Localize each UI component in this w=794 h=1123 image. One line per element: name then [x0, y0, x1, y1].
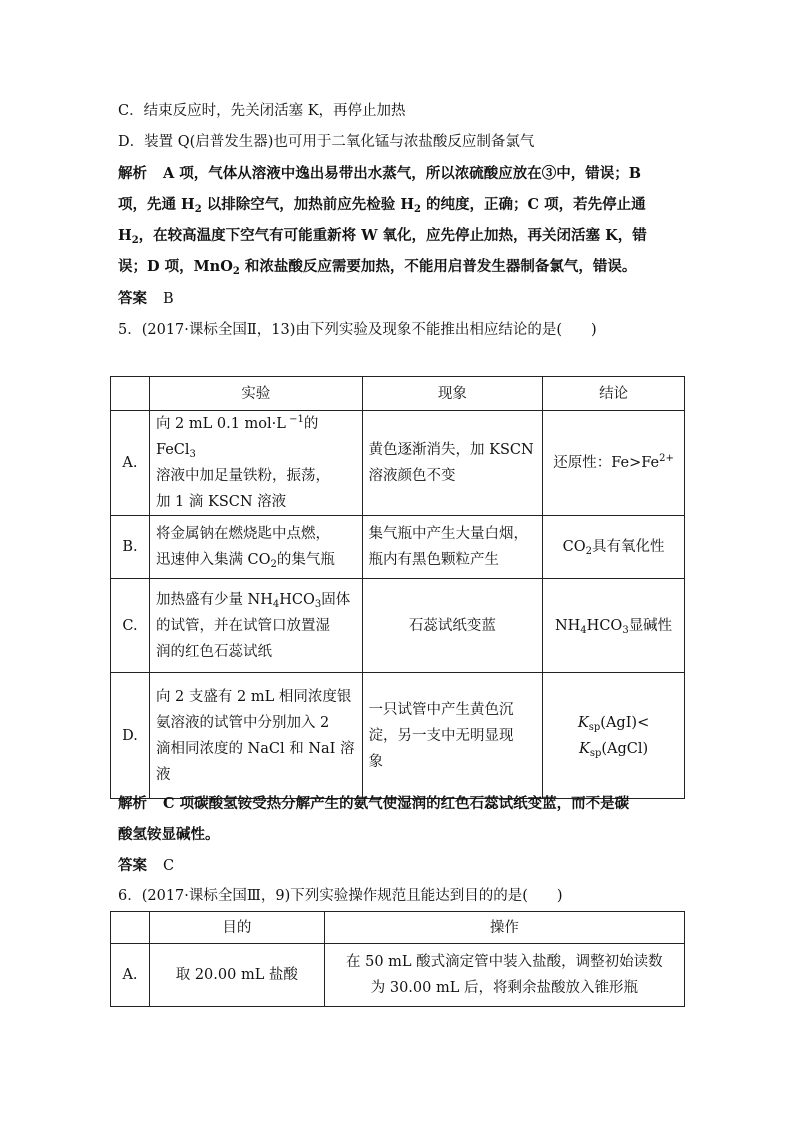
q5-table — [110, 376, 685, 799]
header-blank — [111, 912, 150, 944]
answer-label: 答案 — [118, 857, 147, 874]
experiment-cell: 向 2 mL 0.1 mol·L $^{-1}$的 FeCl$_3$ 溶液中加足量铁粉，振荡， 加 1 滴 KSCN 溶液 — [149, 411, 362, 516]
q4-analysis-line-2: 项，先通 $H_2$ 以排除空气，加热前应先检验 $H_2$ 的纯度，正确；C 项，若先停止通 — [118, 196, 646, 215]
experiment-cell: 加热盛有少量 $NH_4HCO_3$固体 的试管，并在试管口放置湿 润的红色石蕊试纸 — [149, 579, 362, 673]
header-conclusion: 结论 — [543, 377, 685, 411]
q4-answer — [118, 289, 174, 309]
operation-cell: 在 50 mL 酸式滴定管中装入盐酸，调整初始读数 为 30.00 mL 后，将剩余盐酸放入锥形瓶 — [324, 944, 684, 1007]
table-header-row — [111, 377, 685, 411]
table-row — [111, 516, 685, 579]
row-label: B. — [111, 516, 150, 579]
phenomenon-cell: 集气瓶中产生大量白烟， 瓶内有黑色颗粒产生 — [362, 516, 543, 579]
q5-answer — [118, 856, 174, 876]
q5-analysis-line-1: 解析 C 项碳酸氢铵受热分解产生的氨气使湿润的红色石蕊试纸变蓝，而不是碳 — [118, 795, 630, 812]
header-goal: 目的 — [149, 912, 324, 944]
conclusion-cell: 还原性：$Fe>Fe^{2+}$ — [543, 411, 685, 516]
table-row — [111, 673, 685, 799]
header-experiment: 实验 — [149, 377, 362, 411]
table-row — [111, 944, 685, 1007]
header-blank — [111, 377, 150, 411]
q4-analysis-line-3: $H_2$，在较高温度下空气有可能重新将 W 氧化，应先停止加热，再关闭活塞 K，错 — [118, 227, 647, 246]
q5-analysis-line-2: 酸氢铵显碱性。 — [118, 826, 220, 843]
phenomenon-cell: 黄色逐渐消失，加 KSCN 溶液颜色不变 — [362, 411, 543, 516]
table-header-row — [111, 912, 685, 944]
option-c: C．结束反应时，先关闭活塞 K，再停止加热 — [118, 103, 406, 119]
q4-analysis-line-1: 解析 A 项，气体从溶液中逸出易带出水蒸气，所以浓硫酸应放在③中，错误；B — [118, 165, 642, 182]
analysis-label: 解析 — [118, 795, 147, 812]
table-row — [111, 579, 685, 673]
row-label: A. — [111, 411, 150, 516]
option-d: D．装置 Q(启普发生器)也可用于二氧化锰与浓盐酸反应制备氯气 — [118, 134, 535, 150]
analysis-label: 解析 — [118, 165, 147, 182]
row-label: C. — [111, 579, 150, 673]
row-label: A. — [111, 944, 150, 1007]
q6-table — [110, 911, 685, 1007]
experiment-cell: 向 2 支盛有 2 mL 相同浓度银 氨溶液的试管中分别加入 2 滴相同浓度的 NaCl 和 NaI 溶 液 — [149, 673, 362, 799]
q6-stem: 6．(2017·课标全国Ⅲ，9)下列实验操作规范且能达到目的的是( ) — [118, 888, 563, 904]
q5-stem: 5．(2017·课标全国Ⅱ，13)由下列实验及现象不能推出相应结论的是( ) — [118, 322, 597, 338]
experiment-cell: 将金属钠在燃烧匙中点燃， 迅速伸入集满 $CO_2$的集气瓶 — [149, 516, 362, 579]
row-label: D. — [111, 673, 150, 799]
answer-value: C — [163, 858, 175, 874]
conclusion-cell: $CO_2$具有氧化性 — [543, 516, 685, 579]
phenomenon-cell: 一只试管中产生黄色沉 淀，另一支中无明显现 象 — [362, 673, 543, 799]
answer-value: B — [163, 291, 174, 307]
goal-cell: 取 20.00 mL 盐酸 — [149, 944, 324, 1007]
q4-analysis-line-4: 误；D 项，MnO$_2$ 和浓盐酸反应需要加热，不能用启普发生器制备氯气，错误。 — [118, 258, 637, 277]
phenomenon-cell: 石蕊试纸变蓝 — [362, 579, 543, 673]
table-row — [111, 411, 685, 516]
answer-label: 答案 — [118, 290, 147, 307]
header-operation: 操作 — [324, 912, 684, 944]
header-phenomenon: 现象 — [362, 377, 543, 411]
conclusion-cell: $K_{sp}(AgI)<$ $K_{sp}(AgCl)$ — [543, 673, 685, 799]
conclusion-cell: $NH_4HCO_3$显碱性 — [543, 579, 685, 673]
